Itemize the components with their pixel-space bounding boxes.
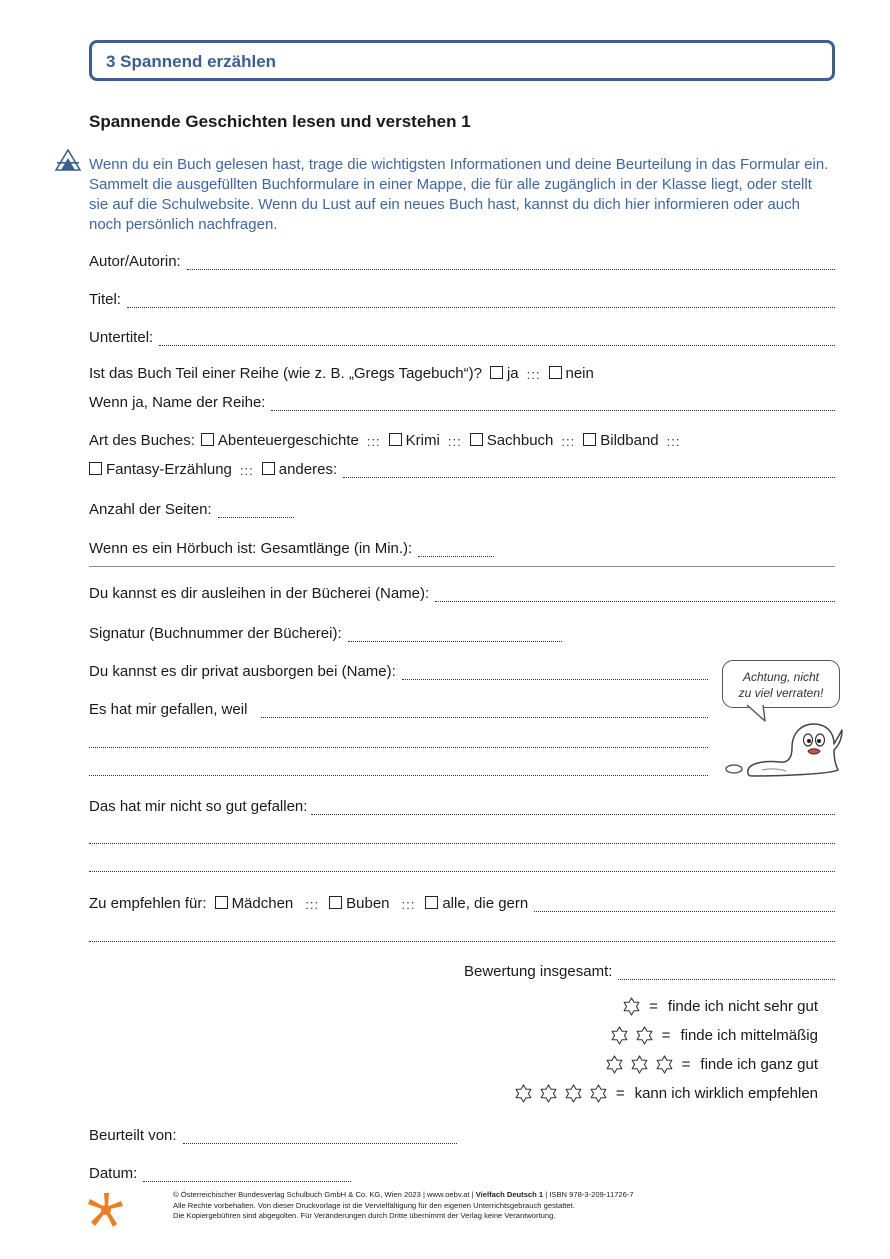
subtitle-label: Untertitel: bbox=[89, 329, 154, 346]
chapter-header bbox=[89, 40, 835, 81]
star-icon bbox=[514, 1084, 533, 1103]
stars-group bbox=[514, 1084, 608, 1103]
stars-group bbox=[605, 1055, 674, 1074]
title-row bbox=[89, 288, 835, 308]
separator: ::: bbox=[239, 463, 254, 478]
chapter-title: 3 Spannend erzählen bbox=[106, 52, 277, 71]
footer-copyright bbox=[173, 1190, 634, 1222]
signature-row bbox=[89, 622, 562, 642]
liked-field-line-2[interactable] bbox=[89, 728, 708, 748]
series-no-checkbox[interactable] bbox=[549, 366, 562, 379]
footer-line-1-pre: © Österreichischer Bundesverlag Schulbuch GmbH & Co. KG, Wien 2023 | www.oebv.at | bbox=[173, 1190, 476, 1199]
date-field[interactable] bbox=[143, 1162, 351, 1182]
rating-legend-3 bbox=[605, 1053, 818, 1075]
pages-field[interactable] bbox=[218, 498, 294, 518]
disliked-field-line-3[interactable] bbox=[89, 852, 835, 872]
private-row bbox=[89, 660, 708, 680]
type-other-checkbox[interactable] bbox=[262, 462, 275, 475]
instructions-text: Wenn du ein Buch gelesen hast, trage die wichtigsten Informationen und deine Beurteilung in das Formular ein. Sammelt die ausgefüllten Buchformulare in einer Mappe, die für alle zugänglich in der Klasse liegt, oder stellt sie auf die Schulwebsite. Wenn du Lust auf ein neues Buch hast, kannst du dich hier informieren oder auch noch persönlich nachfragen. bbox=[89, 156, 829, 233]
series-yes-label: ja bbox=[506, 365, 519, 382]
type-picturebook-checkbox[interactable] bbox=[583, 433, 596, 446]
series-name-field[interactable] bbox=[271, 391, 835, 411]
star-icon bbox=[539, 1084, 558, 1103]
library-row bbox=[89, 582, 835, 602]
separator: ::: bbox=[401, 897, 416, 912]
reviewed-by-label: Beurteilt von: bbox=[89, 1127, 177, 1144]
rating-text: kann ich wirklich empfehlen bbox=[634, 1084, 818, 1102]
type-label: Art des Buches: bbox=[89, 432, 195, 449]
rating-legend-2 bbox=[610, 1024, 818, 1046]
recommend-field-line-2[interactable] bbox=[89, 922, 835, 942]
overall-row bbox=[464, 960, 835, 980]
overall-rating-field[interactable] bbox=[618, 960, 835, 980]
separator: ::: bbox=[526, 367, 541, 382]
author-field[interactable] bbox=[187, 250, 835, 270]
type-fantasy-checkbox[interactable] bbox=[89, 462, 102, 475]
recommend-row bbox=[89, 892, 835, 912]
audiobook-length-field[interactable] bbox=[418, 537, 494, 557]
subtitle-field[interactable] bbox=[159, 326, 835, 346]
private-field[interactable] bbox=[402, 660, 708, 680]
star-icon bbox=[589, 1084, 608, 1103]
type-adventure-label: Abenteuergeschichte bbox=[217, 432, 359, 449]
section-divider bbox=[89, 566, 835, 567]
stars-group bbox=[622, 997, 641, 1016]
ghost-mascot-illustration bbox=[722, 718, 844, 780]
library-label: Du kannst es dir ausleihen in der Bücherei (Name): bbox=[89, 585, 430, 602]
separator: ::: bbox=[366, 434, 381, 449]
star-icon bbox=[635, 1026, 654, 1045]
equals-sign: = bbox=[681, 1055, 691, 1073]
title-label: Titel: bbox=[89, 291, 121, 308]
type-row-1 bbox=[89, 429, 688, 449]
pages-label: Anzahl der Seiten: bbox=[89, 501, 212, 518]
separator: ::: bbox=[305, 897, 320, 912]
star-icon bbox=[605, 1055, 624, 1074]
disliked-row bbox=[89, 795, 835, 815]
author-row bbox=[89, 250, 835, 270]
private-label: Du kannst es dir privat ausborgen bei (Name): bbox=[89, 663, 396, 680]
series-yes-checkbox[interactable] bbox=[490, 366, 503, 379]
rating-text: finde ich mittelmäßig bbox=[680, 1026, 818, 1044]
star-icon bbox=[564, 1084, 583, 1103]
recommend-field[interactable] bbox=[534, 892, 835, 912]
date-label: Datum: bbox=[89, 1165, 138, 1182]
audiobook-row bbox=[89, 537, 494, 557]
overall-label: Bewertung insgesamt: bbox=[464, 963, 613, 980]
star-icon bbox=[622, 997, 641, 1016]
speech-bubble bbox=[722, 660, 840, 708]
recommend-all-label: alle, die gern bbox=[442, 895, 529, 912]
type-adventure-checkbox[interactable] bbox=[201, 433, 214, 446]
stars-group bbox=[610, 1026, 654, 1045]
rating-legend-4 bbox=[514, 1082, 818, 1104]
series-name-label: Wenn ja, Name der Reihe: bbox=[89, 394, 266, 411]
library-field[interactable] bbox=[435, 582, 835, 602]
reviewed-by-row bbox=[89, 1124, 457, 1144]
star-icon bbox=[630, 1055, 649, 1074]
signature-field[interactable] bbox=[348, 622, 562, 642]
speech-bubble-line-2: zu viel verraten! bbox=[738, 686, 824, 700]
footer-line-2: Alle Rechte vorbehalten. Von dieser Druckvorlage ist die Vervielfältigung für den eigenen Unterrichtsgebrauch gestattet. bbox=[173, 1200, 575, 1210]
star-icon bbox=[655, 1055, 674, 1074]
equals-sign: = bbox=[615, 1084, 625, 1102]
type-row-2 bbox=[89, 458, 835, 478]
type-crime-label: Krimi bbox=[405, 432, 440, 449]
publisher-logo-icon bbox=[87, 1191, 125, 1229]
footer-book-title: Vielfach Deutsch 1 bbox=[475, 1190, 544, 1199]
type-nonfiction-checkbox[interactable] bbox=[470, 433, 483, 446]
section-heading: Spannende Geschichten lesen und verstehen 1 bbox=[89, 112, 471, 131]
disliked-field-line-2[interactable] bbox=[89, 824, 835, 844]
liked-field-line-3[interactable] bbox=[89, 756, 708, 776]
reviewed-by-field[interactable] bbox=[183, 1124, 457, 1144]
rating-text: finde ich nicht sehr gut bbox=[667, 997, 818, 1015]
disliked-field[interactable] bbox=[311, 795, 835, 815]
equals-sign: = bbox=[649, 997, 658, 1015]
rating-legend-1 bbox=[622, 995, 818, 1017]
type-crime-checkbox[interactable] bbox=[389, 433, 402, 446]
footer-line-3: Die Kopiergebühren sind abgegolten. Für Veränderungen durch Dritte übernimmt der Verlag keine Verantwortung. bbox=[173, 1211, 556, 1220]
date-row bbox=[89, 1162, 351, 1182]
separator: ::: bbox=[666, 434, 681, 449]
recommend-boys-checkbox[interactable] bbox=[329, 896, 342, 909]
liked-field[interactable] bbox=[261, 698, 708, 718]
pages-row bbox=[89, 498, 294, 518]
type-other-field[interactable] bbox=[343, 458, 835, 478]
author-label: Autor/Autorin: bbox=[89, 253, 181, 270]
recommend-boys-label: Buben bbox=[346, 895, 390, 912]
footer-line-1-post: | ISBN 978-3-209-11726-7 bbox=[543, 1190, 634, 1199]
separator: ::: bbox=[447, 434, 462, 449]
series-no-label: nein bbox=[565, 365, 594, 382]
type-other-label: anderes: bbox=[278, 461, 338, 478]
type-picturebook-label: Bildband bbox=[600, 432, 659, 449]
difficulty-icon bbox=[55, 149, 81, 171]
series-row bbox=[89, 362, 594, 382]
liked-row bbox=[89, 698, 708, 718]
disliked-label: Das hat mir nicht so gut gefallen: bbox=[89, 798, 308, 815]
title-field[interactable] bbox=[127, 288, 835, 308]
series-question: Ist das Buch Teil einer Reihe (wie z. B. „Gregs Tagebuch“)? bbox=[89, 365, 482, 382]
subtitle-row bbox=[89, 326, 835, 346]
series-name-row bbox=[89, 391, 835, 411]
recommend-girls-checkbox[interactable] bbox=[215, 896, 228, 909]
star-icon bbox=[610, 1026, 629, 1045]
speech-bubble-line-1: Achtung, nicht bbox=[742, 670, 820, 684]
type-nonfiction-label: Sachbuch bbox=[486, 432, 554, 449]
type-fantasy-label: Fantasy-Erzählung bbox=[106, 461, 232, 478]
equals-sign: = bbox=[661, 1026, 671, 1044]
recommend-girls-label: Mädchen bbox=[231, 895, 294, 912]
liked-label: Es hat mir gefallen, weil bbox=[89, 701, 248, 718]
audiobook-label: Wenn es ein Hörbuch ist: Gesamtlänge (in Min.): bbox=[89, 540, 413, 557]
separator: ::: bbox=[561, 434, 576, 449]
recommend-all-checkbox[interactable] bbox=[425, 896, 438, 909]
rating-text: finde ich ganz gut bbox=[700, 1055, 818, 1073]
recommend-label: Zu empfehlen für: bbox=[89, 895, 207, 912]
signature-label: Signatur (Buchnummer der Bücherei): bbox=[89, 625, 342, 642]
